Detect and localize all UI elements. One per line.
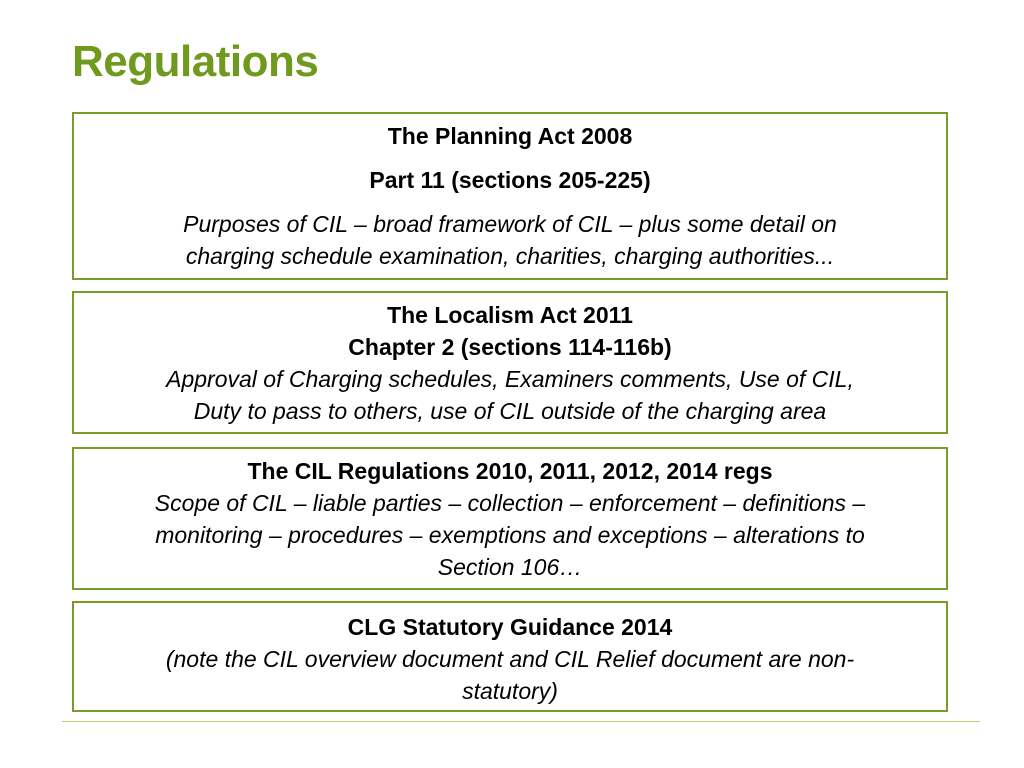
description-line: (note the CIL overview document and CIL Relief document are non-: [165, 646, 855, 672]
planning-act-description: [74, 208, 946, 272]
cil-regulations-box: [72, 447, 948, 590]
statutory-guidance-heading: CLG Statutory Guidance 2014: [347, 614, 673, 640]
localism-act-heading: The Localism Act 2011: [387, 302, 633, 328]
localism-act-box: [72, 291, 948, 434]
slide-title: Regulations: [72, 37, 319, 86]
localism-act-sections: Chapter 2 (sections 114-116b): [348, 334, 672, 360]
statutory-guidance-box: [72, 601, 948, 712]
description-line: Purposes of CIL – broad framework of CIL – plus some detail on: [183, 211, 837, 237]
description-line: Section 106…: [437, 554, 583, 580]
cil-regulations-heading: The CIL Regulations 2010, 2011, 2012, 2014 regs: [247, 458, 773, 484]
description-line: Duty to pass to others, use of CIL outside of the charging area: [193, 398, 827, 424]
planning-act-heading: The Planning Act 2008: [387, 123, 633, 149]
description-line: statutory): [462, 678, 558, 704]
description-line: Approval of Charging schedules, Examiners comments, Use of CIL,: [166, 366, 854, 392]
planning-act-box: [72, 112, 948, 280]
description-line: Scope of CIL – liable parties – collection – enforcement – definitions –: [154, 490, 866, 516]
footer-divider: [62, 721, 980, 722]
planning-act-sections: Part 11 (sections 205-225): [369, 167, 651, 193]
description-line: monitoring – procedures – exemptions and exceptions – alterations to: [155, 522, 865, 548]
description-line: charging schedule examination, charities, charging authorities...: [185, 243, 835, 269]
